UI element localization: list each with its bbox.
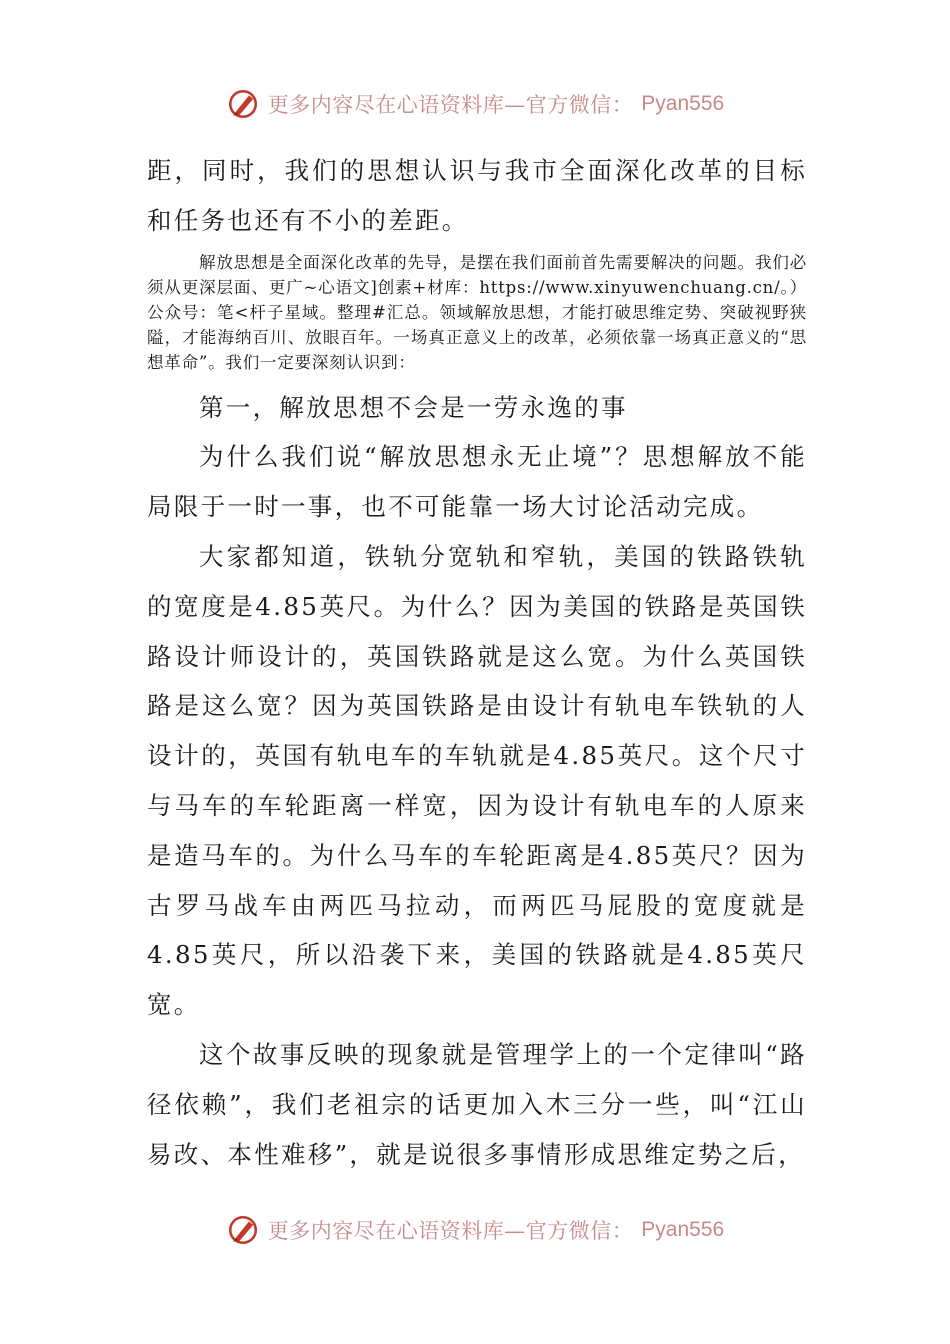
paragraph-continuation: 距，同时，我们的思想认识与我市全面深化改革的目标和任务也还有不小的差距。 — [147, 156, 807, 235]
pen-logo-icon — [226, 1213, 260, 1247]
watermark-wechat-id: Pyan556 — [641, 92, 725, 115]
pen-logo-icon — [226, 87, 260, 121]
watermark-text: 更多内容尽在心语资料库—官方微信： — [267, 93, 634, 117]
paragraph-question: 为什么我们说“解放思想永无止境”？思想解放不能局限于一时一事，也不可能靠一场大讨论活动完成。 — [147, 442, 807, 522]
watermark-wechat-id: Pyan556 — [641, 1218, 725, 1241]
section-heading-first: 第一，解放思想不会是一劳永逸的事 — [199, 392, 628, 422]
header-watermark — [0, 84, 950, 124]
paragraph-railway-story: 大家都知道，铁轨分宽轨和窄轨，美国的铁路铁轨的宽度是4.85英尺。为什么？因为美国的铁路是英国铁路设计师设计的，英国铁路就是这么宽。为什么英国铁路是这么宽？因为英国铁路是由设计有轨电车铁轨的人设计的，英国有轨电车的车轨就是4.85英尺。这个尺寸与马车的车轮距离一样宽，因为设计有轨电车的人原来是造马车的。为什么马车的车轮距离是4.85英尺？因为古罗马战车由两匹马拉动，而两匹马屁股的宽度就是4.85英尺，所以沿袭下来，美国的铁路就是4.85英尺宽。 — [147, 541, 807, 1020]
document-body — [147, 146, 807, 1179]
paragraph-path-dependence: 这个故事反映的现象就是管理学上的一个定律叫“路径依赖”，我们老祖宗的话更加入木三分一些，叫“江山易改、本性难移”，就是说很多事情形成思维定势之后， — [147, 1039, 807, 1169]
watermark-text: 更多内容尽在心语资料库—官方微信： — [267, 1219, 634, 1243]
footer-watermark — [0, 1210, 950, 1250]
paragraph-inserted-note: 解放思想是全面深化改革的先导，是摆在我们面前首先需要解决的问题。我们必须从更深层面、更广~心语文]创素+材库：https://www.xinyuwenchuang.cn/。）公众号：笔<杆子星域。整理#汇总。领域解放思想，才能打破思维定势、突破视野狭隘，才能海纳百川、放眼百年。一场真正意义上的改革，必须依靠一场真正意义的“思想革命”。我们一定要深刻认识到： — [147, 252, 807, 372]
